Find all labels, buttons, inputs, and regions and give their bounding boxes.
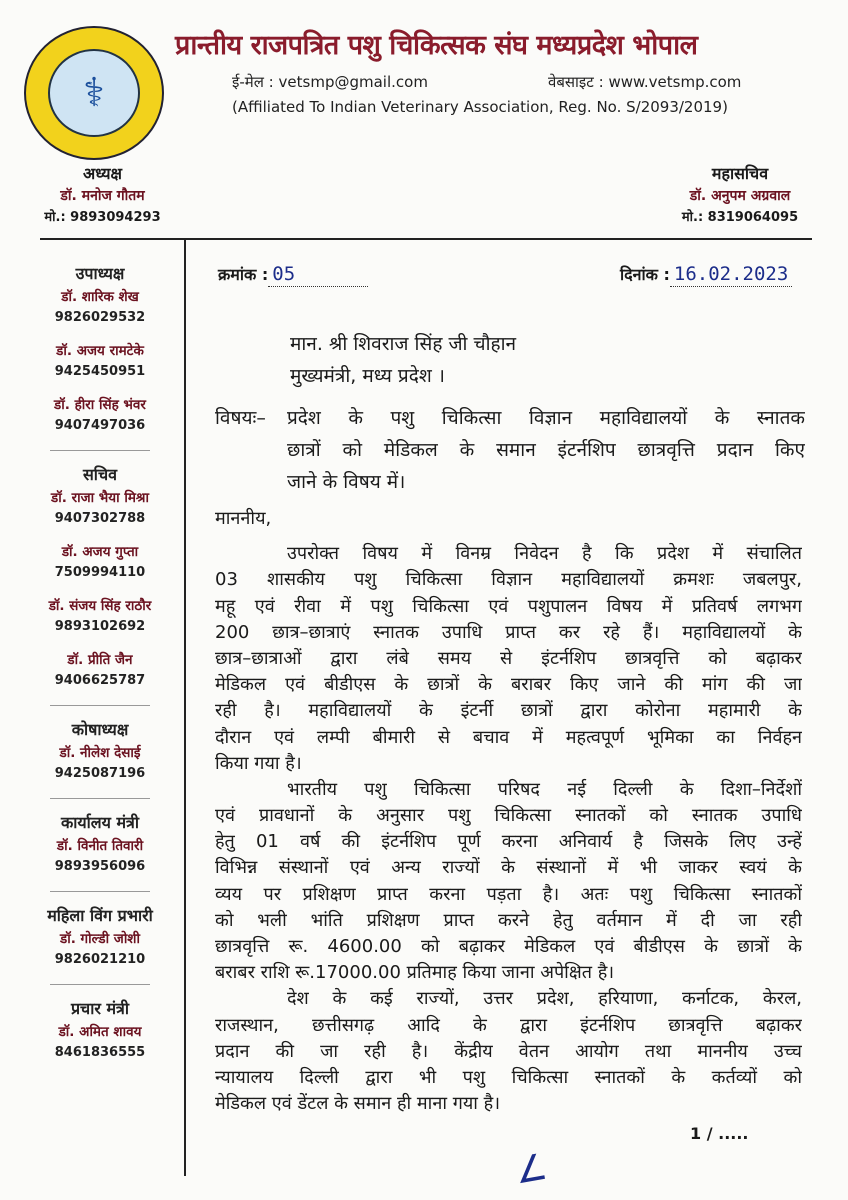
sidebar-role: प्रचार मंत्री — [70, 999, 130, 1018]
email-link[interactable]: vetsmp@gmail.com — [278, 73, 428, 91]
member-phone: 9407497036 — [54, 418, 146, 433]
paragraph-line: न्यायालय दिल्ली द्वारा भी पशु चिकित्सा स्नातकों के कर्तव्यों को — [215, 1066, 802, 1088]
section-divider — [50, 705, 150, 706]
member-name: डॉ. प्रीति जैन — [67, 652, 133, 668]
member-name: डॉ. अमित शावय — [58, 1024, 142, 1040]
name: डॉ. मनोज गौतम — [60, 188, 145, 204]
paragraph-line: महू एवं रीवा में पशु चिकित्सा एवं पशुपालन विषय में प्रतिवर्ष लगभग — [215, 595, 802, 617]
sidebar-role: उपाध्यक्ष — [75, 264, 125, 283]
website-label: वेबसाइट : — [548, 73, 604, 91]
name: डॉ. अनुपम अग्रवाल — [689, 188, 791, 204]
caduceus-icon: ⚕ — [48, 49, 140, 137]
paragraph-line: 03 शासकीय पशु चिकित्सा विज्ञान महाविद्यालयों क्रमशः जबलपुर, — [215, 569, 802, 591]
member-phone: 9425450951 — [54, 364, 146, 379]
sidebar-role: कोषाध्यक्ष — [71, 720, 129, 739]
ref-value: 05 — [268, 262, 368, 287]
sidebar-divider — [184, 239, 186, 1176]
salutation: माननीय, — [215, 508, 272, 529]
affiliation: (Affiliated To Indian Veterinary Association, Reg. No. S/2093/2019) — [232, 98, 728, 116]
sidebar-member — [20, 835, 180, 877]
paragraph-line: को भली भांति प्रशिक्षण प्राप्त करने हेतु वर्तमान में दी जा रही — [215, 909, 802, 931]
paragraph — [215, 777, 802, 987]
paragraph-line: दौरान एवं लम्पी बीमारी से बचाव में महत्वपूर्ण भूमिका का निर्वहन — [215, 726, 802, 748]
date-value: 16.02.2023 — [670, 262, 792, 287]
paragraph-line: छात्र–छात्राओं द्वारा लंबे समय से इंटर्नशिप छात्रवृत्ति को बढ़ाकर — [215, 647, 802, 669]
sidebar-member — [20, 742, 180, 784]
section-divider — [50, 450, 150, 451]
addressee — [290, 328, 516, 392]
sidebar-member — [20, 340, 180, 382]
email-line — [232, 72, 428, 92]
paragraph-line: विभिन्न संस्थानों एवं अन्य राज्यों के संस्थानों में भी जाकर स्वयं के — [215, 857, 802, 879]
phone: मो.: 9893094293 — [44, 210, 161, 225]
role: अध्यक्ष — [83, 164, 122, 183]
paragraph — [215, 986, 802, 1117]
sidebar-member — [20, 286, 180, 328]
paragraph-line: 200 छात्र–छात्राएं स्नातक उपाधि प्राप्त कर रहे हैं। महाविद्यालयों के — [215, 621, 802, 643]
paragraph-line: छात्रवृत्ति रू. 4600.00 को बढ़ाकर मेडिकल एवं बीडीएस के छात्रों के — [215, 936, 802, 957]
member-name: डॉ. शारिक शेख — [61, 289, 139, 305]
member-phone: 9425087196 — [54, 766, 146, 781]
subject — [215, 402, 805, 498]
member-name: डॉ. नीलेश देसाई — [59, 745, 141, 761]
organization-title: प्रान्तीय राजपत्रित पशु चिकित्सक संघ मध्यप्रदेश भोपाल — [175, 30, 698, 61]
paragraph-line: बराबर राशि रू.17000.00 प्रतिमाह किया जाना अपेक्षित है। — [215, 962, 615, 984]
letter-body — [215, 506, 802, 1117]
member-name: डॉ. विनीत तिवारी — [56, 838, 144, 854]
ref-label: क्रमांक : — [218, 265, 269, 284]
member-phone: 7509994110 — [54, 565, 146, 580]
member-name: डॉ. संजय सिंह राठौर — [48, 598, 152, 614]
letter-date — [620, 262, 792, 287]
section-divider — [50, 798, 150, 799]
member-phone: 9406625787 — [54, 673, 146, 688]
sidebar-member — [20, 541, 180, 583]
association-logo — [24, 26, 164, 160]
paragraph-line: रही है। महाविद्यालयों के इंटर्नी छात्रों द्वारा कोरोना महामारी के — [215, 700, 802, 722]
paragraph-line: एवं प्रावधानों के अनुसार पशु चिकित्सा स्नातकों को स्नातक उपाधि — [215, 805, 802, 827]
president-block — [40, 163, 165, 229]
paragraph-line: देश के कई राज्यों, उत्तर प्रदेश, हरियाणा, कर्नाटक, केरल, — [287, 988, 802, 1010]
phone: मो.: 8319064095 — [681, 210, 799, 225]
member-phone: 9893102692 — [54, 619, 146, 634]
member-phone: 9826029532 — [54, 310, 146, 325]
paragraph-line: व्यय पर प्रशिक्षण प्राप्त करना पड़ता है। अतः पशु चिकित्सा स्नातकों — [215, 883, 802, 905]
website-line — [548, 72, 741, 92]
header-divider — [40, 238, 812, 240]
paragraph-line: प्रदान की जा रही है। केंद्रीय वेतन आयोग तथा माननीय उच्च — [215, 1040, 802, 1062]
subject-label: विषयः– — [215, 407, 266, 429]
sidebar-member — [20, 1021, 180, 1063]
member-name: डॉ. अजय रामटेके — [56, 343, 144, 359]
reference-number — [218, 262, 368, 287]
member-name: डॉ. राजा भैया मिश्रा — [51, 490, 149, 506]
subject-line: छात्रों को मेडिकल के समान इंटर्नशिप छात्रवृत्ति प्रदान किए — [287, 439, 805, 461]
paragraph-line: राजस्थान, छत्तीसगढ़ आदि के द्वारा इंटर्नशिप छात्रवृत्ति बढ़ाकर — [215, 1014, 802, 1036]
paragraph-line: किया गया है। — [215, 752, 302, 774]
sidebar-member — [20, 487, 180, 529]
sidebar-member — [20, 595, 180, 637]
website-link[interactable]: www.vetsmp.com — [608, 73, 742, 91]
role: महासचिव — [711, 164, 769, 183]
section-divider — [50, 891, 150, 892]
sidebar-role: कार्यालय मंत्री — [60, 813, 140, 832]
member-name: डॉ. हीरा सिंह भंवर — [54, 397, 146, 413]
addressee-title: मुख्यमंत्री, मध्य प्रदेश । — [290, 365, 445, 387]
section-divider — [50, 984, 150, 985]
member-phone: 9893956096 — [54, 859, 146, 874]
subject-line: प्रदेश के पशु चिकित्सा विज्ञान महाविद्यालयों के स्नातक — [287, 407, 805, 429]
member-name: डॉ. गोल्डी जोशी — [59, 931, 140, 947]
addressee-name: मान. श्री शिवराज सिंह जी चौहान — [290, 333, 517, 355]
paragraph-line: उपरोक्त विषय में विनम्र निवेदन है कि प्रदेश में संचालित — [287, 543, 802, 565]
paragraph-line: भारतीय पशु चिकित्सा परिषद नई दिल्ली के दिशा–निर्देशों — [287, 778, 802, 800]
sidebar-member — [20, 928, 180, 970]
sidebar-role: महिला विंग प्रभारी — [47, 906, 153, 925]
member-name: डॉ. अजय गुप्ता — [61, 544, 139, 560]
gen-secretary-block — [660, 163, 820, 229]
page-number: 1 / ..... — [690, 1124, 749, 1143]
subject-line: जाने के विषय में। — [287, 471, 406, 493]
signature-mark: ∠ — [511, 1146, 551, 1193]
member-phone: 8461836555 — [54, 1045, 146, 1060]
date-label: दिनांक : — [620, 265, 670, 284]
member-phone: 9407302788 — [54, 511, 146, 526]
paragraph-line: मेडिकल एवं डेंटल के समान ही माना गया है। — [215, 1093, 501, 1115]
paragraph-line: हेतु 01 वर्ष की इंटर्नशिप पूर्ण करना अनिवार्य है जिसके लिए उन्हें — [215, 831, 802, 853]
member-phone: 9826021210 — [54, 952, 146, 967]
sidebar-member — [20, 649, 180, 691]
paragraph-line: मेडिकल एवं बीडीएस के छात्रों के बराबर किए जाने की मांग की जा — [215, 674, 802, 696]
sidebar-member — [20, 394, 180, 436]
email-label: ई-मेल : — [232, 73, 274, 91]
paragraph — [215, 541, 802, 777]
sidebar-role: सचिव — [82, 465, 118, 484]
office-bearers-sidebar — [20, 262, 180, 1063]
